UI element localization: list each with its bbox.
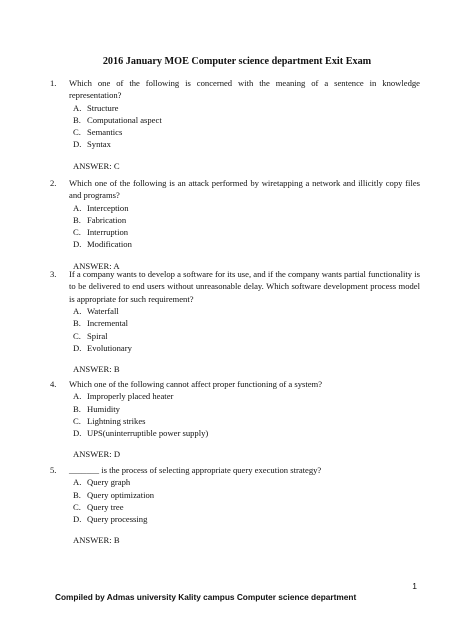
option-letter: D. bbox=[73, 342, 82, 353]
option-letter: C. bbox=[73, 127, 81, 138]
option-letter: A. bbox=[73, 102, 82, 113]
option-b bbox=[73, 317, 420, 329]
question-stem bbox=[50, 378, 420, 390]
option-text: Evolutionary bbox=[87, 342, 132, 353]
option-text: Syntax bbox=[87, 139, 111, 150]
question-2 bbox=[50, 177, 420, 272]
option-b bbox=[73, 114, 420, 126]
page-footer: Compiled by Admas university Kality campus Computer science department bbox=[55, 592, 357, 602]
option-c bbox=[73, 126, 420, 138]
option-text: Query processing bbox=[87, 514, 148, 525]
option-letter: D. bbox=[73, 239, 82, 250]
question-text: Which one of the following is an attack performed by wiretapping a network and illicitly copy files and programs? bbox=[69, 178, 420, 201]
option-text: Improperly placed heater bbox=[87, 391, 174, 402]
option-text: Semantics bbox=[87, 127, 123, 138]
option-text: Fabrication bbox=[87, 215, 127, 226]
question-stem bbox=[50, 177, 420, 202]
option-c bbox=[73, 330, 420, 342]
option-text: Query optimization bbox=[87, 489, 155, 500]
option-d bbox=[73, 342, 420, 354]
question-1 bbox=[50, 77, 420, 172]
option-a bbox=[73, 202, 420, 214]
answer-line: ANSWER: B bbox=[73, 535, 120, 546]
option-list bbox=[50, 305, 420, 354]
option-letter: C. bbox=[73, 415, 81, 426]
option-list bbox=[50, 390, 420, 439]
option-c bbox=[73, 501, 420, 513]
option-b bbox=[73, 403, 420, 415]
question-5 bbox=[50, 464, 420, 546]
question-number: 4. bbox=[50, 379, 57, 389]
question-text: _______ is the process of selecting appropriate query execution strategy? bbox=[69, 465, 322, 475]
document-title: 2016 January MOE Computer science department Exit Exam bbox=[102, 56, 372, 67]
option-letter: D. bbox=[73, 514, 82, 525]
option-text: Query graph bbox=[87, 477, 131, 488]
answer-line: ANSWER: D bbox=[73, 449, 121, 460]
question-number: 3. bbox=[50, 269, 57, 279]
question-4 bbox=[50, 378, 420, 460]
answer-line: ANSWER: C bbox=[73, 160, 120, 171]
option-text: Waterfall bbox=[87, 306, 119, 317]
option-letter: B. bbox=[73, 215, 81, 226]
option-text: Interruption bbox=[87, 227, 129, 238]
option-letter: A. bbox=[73, 391, 82, 402]
question-text: Which one of the following is concerned with the meaning of a sentence in knowledge representation? bbox=[69, 78, 420, 101]
question-stem bbox=[50, 464, 420, 476]
answer-line: ANSWER: B bbox=[73, 364, 120, 375]
option-text: Spiral bbox=[87, 330, 108, 341]
question-number: 2. bbox=[50, 178, 57, 188]
option-text: UPS(uninterruptible power supply) bbox=[87, 428, 209, 439]
option-list bbox=[50, 102, 420, 151]
option-d bbox=[73, 238, 420, 250]
option-list bbox=[50, 202, 420, 251]
option-d bbox=[73, 513, 420, 525]
option-letter: D. bbox=[73, 139, 82, 150]
option-d bbox=[73, 427, 420, 439]
option-letter: B. bbox=[73, 115, 81, 126]
option-letter: A. bbox=[73, 202, 82, 213]
question-number: 5. bbox=[50, 465, 57, 475]
option-text: Interception bbox=[87, 202, 129, 213]
option-letter: C. bbox=[73, 227, 81, 238]
option-a bbox=[73, 390, 420, 402]
option-letter: C. bbox=[73, 501, 81, 512]
option-b bbox=[73, 214, 420, 226]
option-c bbox=[73, 415, 420, 427]
option-text: Lightning strikes bbox=[87, 415, 146, 426]
option-d bbox=[73, 138, 420, 150]
option-a bbox=[73, 476, 420, 488]
option-letter: B. bbox=[73, 489, 81, 500]
question-3 bbox=[50, 268, 420, 375]
question-stem bbox=[50, 268, 420, 305]
option-b bbox=[73, 489, 420, 501]
question-text: Which one of the following cannot affect proper functioning of a system? bbox=[69, 379, 323, 389]
option-letter: A. bbox=[73, 477, 82, 488]
option-text: Modification bbox=[87, 239, 132, 250]
answer-line: ANSWER: A bbox=[73, 260, 120, 271]
option-letter: C. bbox=[73, 330, 81, 341]
option-text: Humidity bbox=[87, 403, 120, 414]
option-letter: D. bbox=[73, 428, 82, 439]
option-text: Query tree bbox=[87, 501, 124, 512]
page-number: 1 bbox=[412, 581, 417, 591]
question-stem bbox=[50, 77, 420, 102]
option-letter: B. bbox=[73, 318, 81, 329]
option-c bbox=[73, 226, 420, 238]
option-letter: B. bbox=[73, 403, 81, 414]
option-text: Computational aspect bbox=[87, 115, 162, 126]
option-a bbox=[73, 305, 420, 317]
question-text: If a company wants to develop a software for its use, and if the company wants partial functionality is to be delivered to end users without unreasonable delay. Which software development process model is appropriate for such requirement? bbox=[69, 269, 420, 304]
option-text: Structure bbox=[87, 102, 119, 113]
option-text: Incremental bbox=[87, 318, 129, 329]
option-letter: A. bbox=[73, 306, 82, 317]
option-list bbox=[50, 476, 420, 525]
option-a bbox=[73, 102, 420, 114]
question-number: 1. bbox=[50, 78, 57, 88]
